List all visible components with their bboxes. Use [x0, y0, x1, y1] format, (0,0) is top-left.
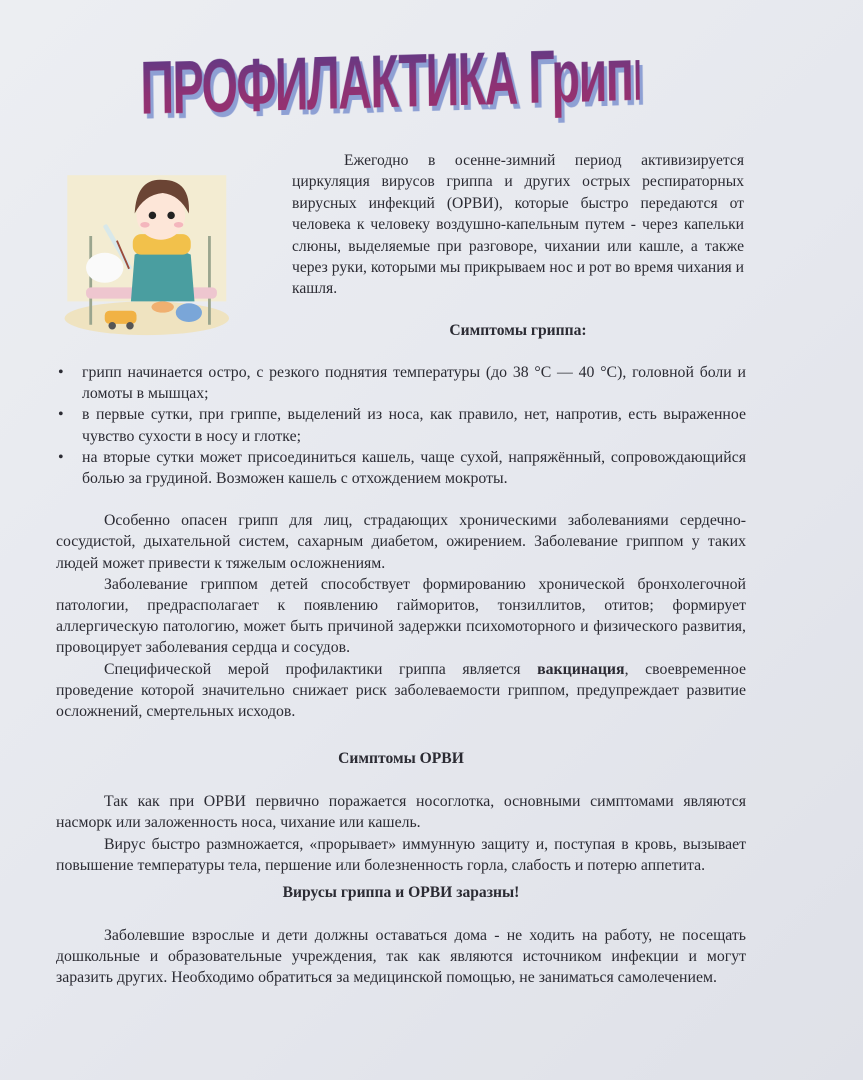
feet	[151, 301, 173, 312]
vaccine-text-after: , своевременное проведение которой значительно снижает риск заболеваемости гриппом, предупреждает развитие осложнений, смертельных исходов.	[56, 660, 746, 721]
vaccine-bold: вакцинация	[537, 660, 625, 678]
flu-symptoms-list	[56, 362, 746, 489]
orvi-paragraph-1: Так как при ОРВИ первично поражается носоглотка, основными симптомами являются насморк или заложенность носа, чихание или кашель.	[56, 793, 746, 832]
pillow	[86, 253, 123, 283]
orvi-symptoms-heading: Симптомы ОРВИ	[338, 750, 464, 768]
vaccine-paragraph	[56, 659, 746, 723]
intro-paragraph: Ежегодно в осенне-зимний период активизируется циркуляция вирусов гриппа и других острых респираторных вирусных инфекций (ОРВИ), которые быстро передаются от человека к человеку воздушно-капельным путем - через капельки слюны, выделяемые при разговоре, чихании или кашле, а также через руки, которыми мы прикрываем нос и рот во время чихания и кашля.	[292, 152, 744, 298]
intro-section	[292, 150, 744, 300]
list-item: • на вторые сутки может присоединиться кашель, чаще сухой, напряжённый, сопровождающийся болью за грудиной. Возможен кашель с отхождением мокроты.	[56, 447, 746, 489]
vaccine-text-before: Специфической мерой профилактики гриппа является	[104, 660, 538, 678]
danger-paragraph: Особенно опасен грипп для лиц, страдающих хроническими заболеваниями сердечно-сосудистой, дыхательной систем, сахарным диабетом, ожирением. Заболевание гриппом у таких людей может привести к тяжелым осложнениям.	[56, 512, 746, 572]
list-item: • в первые сутки, при гриппе, выделений из носа, как правило, нет, напротив, есть выраженное чувство сухости в носу и глотке;	[56, 404, 746, 446]
page-title: ПРОФИЛАКТИКА Гриппа и ОРВИ	[140, 25, 640, 139]
flu-symptoms-heading: Симптомы гриппа:	[449, 322, 587, 339]
orvi-paragraph-2: Вирус быстро размножается, «прорывает» иммунную защиту и, поступая в кровь, вызывает повышение температуры тела, першение или болезненность горла, слабость и потерю аппетита.	[56, 835, 746, 874]
main-body	[56, 362, 746, 989]
contagious-heading: Вирусы гриппа и ОРВИ заразны!	[282, 884, 520, 902]
floor-shadow	[65, 301, 230, 335]
cup	[176, 303, 202, 322]
list-item: • грипп начинается остро, с резкого поднятия температуры (до 38 °С — 40 °С), головной боли и ломоты в мышцах;	[56, 362, 746, 404]
sick-child-illustration	[58, 150, 273, 350]
flu-symptoms-heading-block	[292, 322, 744, 340]
contagious-paragraph: Заболевшие взрослые и дети должны оставаться дома - не ходить на работу, не посещать дошкольные и образовательные учреждения, так как являются источником инфекции и могут заразить других. Необходимо обратиться за медицинской помощью, не заниматься самолечением.	[56, 927, 746, 987]
children-paragraph: Заболевание гриппом детей способствует формированию хронической бронхолегочной патологии, предрасполагает к появлению гайморитов, тонзиллитов, отитов; формирует аллергическую патологию, может быть причиной задержки психомоторного и физического развития, провоцирует заболевания сердца и сосудов.	[56, 575, 746, 657]
body	[131, 248, 195, 302]
toy-car	[105, 311, 137, 324]
